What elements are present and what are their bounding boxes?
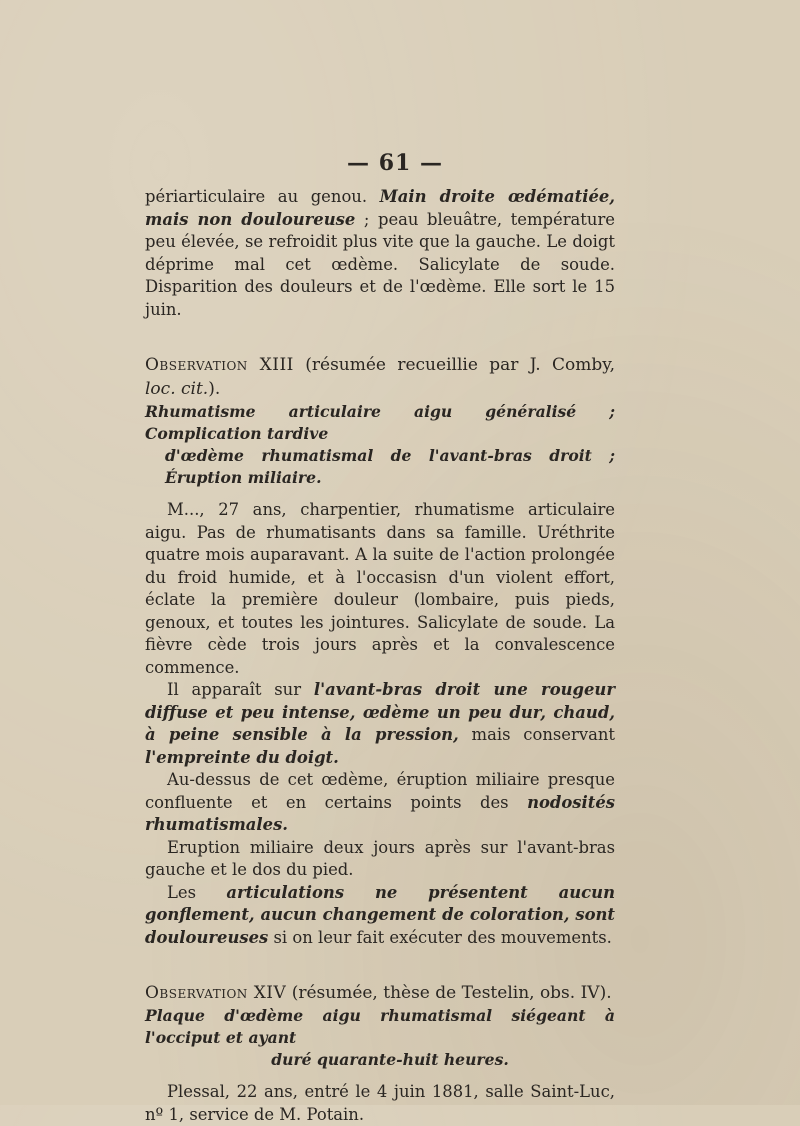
observation-13-heading: Observation XIII (résumée recueillie par J. Comby, loc. cit.). (145, 355, 615, 399)
paragraph-case-14: Plessal, 22 ans, entré le 4 juin 1881, salle Saint-Luc, nº 1, service de M. Potain. (145, 1082, 615, 1124)
paragraph-eruption: Au-dessus de cet œdème, éruption miliaire presque confluente et en certains points des nodosités rhumatismales. (145, 770, 615, 834)
paragraph-eruption-later: Eruption miliaire deux jours après sur l'avant-bras gauche et le dos du pied. (145, 837, 615, 879)
page-number: — 61 — (347, 150, 443, 176)
observation-14-heading: Observation XIV (résumée, thèse de Testelin, obs. IV). (145, 983, 612, 1003)
paragraph-joints: Les articulations ne présentent aucun gonflement, aucun changement de coloration, sont douloureuses si on leur fait exécuter des mouvements. (145, 882, 615, 947)
paragraph-forearm: Il apparaît sur l'avant-bras droit une rougeur diffuse et peu intense, œdème un peu dur, chaud, à peine sensible à la pression, mais conservant l'empreinte du doigt. (145, 680, 615, 767)
observation-14-title: Plaque d'œdème aigu rhumatismal siégeant à l'occiput et ayant duré quarante-huit heures. (145, 1006, 615, 1069)
page (145, 150, 615, 1126)
observation-13-title: Rhumatisme articulaire aigu généralisé ; Complication tardive d'œdème rhumatismal de l'avant-bras droit ; Éruption miliaire. (145, 402, 615, 487)
paragraph-intro: périarticulaire au genou. Main droite œdématiée, mais non douloureuse ; peau bleuâtre, température peu élevée, se refroidit plus vite que la gauche. Le doigt déprime mal cet œdème. Salicylate de soude. Disparition des douleurs et de l'œdème. Elle sort le 15 juin. (145, 187, 616, 319)
paragraph-case-13: M..., 27 ans, charpentier, rhumatisme articulaire aigu. Pas de rhumatisants dans sa famille. Uréthrite quatre mois auparavant. A la suite de l'action prolongée du froid humide, et à l'occasisn d'un violent effort, éclate la première douleur (lombaire, puis pieds, genoux, et toutes les jointures. Salicylate de soude. La fièvre cède trois jours après et la convalescence commence. (145, 500, 615, 677)
